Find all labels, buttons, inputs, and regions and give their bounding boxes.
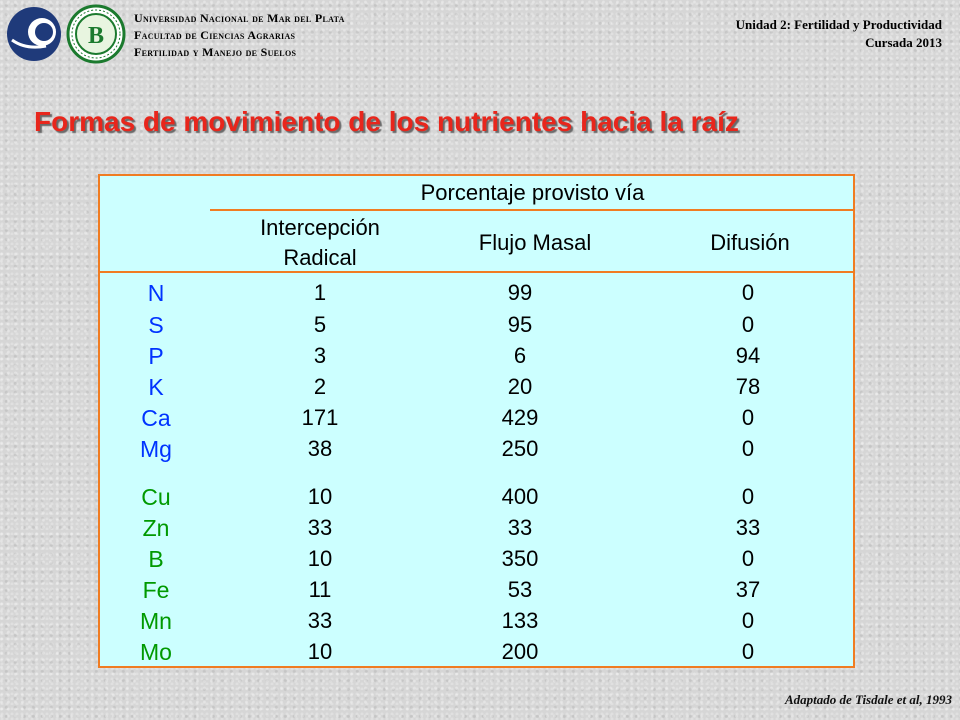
- row-element: N: [147, 280, 165, 306]
- row-value: 400: [501, 484, 539, 509]
- row-value: 33: [735, 515, 761, 540]
- institution-line-course: Fertilidad y Manejo de Suelos: [134, 45, 297, 59]
- institution-line-university: Universidad Nacional de Mar del Plata: [134, 11, 345, 25]
- row-value: 200: [501, 639, 539, 664]
- col-header-difusion: Difusión: [710, 230, 790, 255]
- header-divider: [210, 209, 855, 211]
- row-value: 94: [735, 343, 761, 368]
- row-value: 0: [741, 280, 755, 305]
- row-element: Zn: [142, 515, 170, 541]
- row-value: 10: [307, 484, 333, 509]
- row-value: 250: [501, 436, 539, 461]
- row-value: 10: [307, 639, 333, 664]
- unit-header: [736, 16, 942, 52]
- row-value: 429: [501, 405, 539, 430]
- row-value: 99: [507, 280, 533, 305]
- row-value: 0: [741, 546, 755, 571]
- row-value: 20: [507, 374, 533, 399]
- svg-text:B: B: [87, 23, 105, 49]
- slide-title: Formas de movimiento de los nutrientes hacia la raíz: [34, 106, 739, 137]
- nutrient-table: [98, 174, 855, 668]
- unit-line-title: Unidad 2: Fertilidad y Productividad: [735, 17, 942, 32]
- university-logo-icon: [6, 6, 62, 62]
- row-value: 33: [307, 515, 333, 540]
- row-value: 78: [735, 374, 761, 399]
- row-value: 37: [735, 577, 761, 602]
- row-element: Fe: [142, 577, 170, 603]
- institution-line-faculty: Facultad de Ciencias Agrarias: [134, 28, 296, 42]
- row-value: 0: [741, 312, 755, 337]
- row-element: Cu: [141, 484, 171, 510]
- unit-line-year: Cursada 2013: [865, 35, 942, 50]
- body-divider: [100, 271, 853, 273]
- row-value: 10: [307, 546, 333, 571]
- faculty-seal-icon: [66, 4, 126, 64]
- row-value: 0: [741, 608, 755, 633]
- row-element: Mg: [140, 436, 172, 462]
- row-value: 2: [313, 374, 327, 399]
- institution-header: [134, 10, 345, 61]
- row-element: S: [148, 312, 164, 338]
- row-value: 3: [313, 343, 327, 368]
- row-value: 171: [301, 405, 339, 430]
- row-element: K: [148, 374, 164, 400]
- row-value: 0: [741, 405, 755, 430]
- row-element: Mo: [140, 639, 172, 665]
- row-value: 350: [501, 546, 539, 571]
- row-value: 0: [741, 436, 755, 461]
- row-value: 33: [507, 515, 533, 540]
- row-element: P: [148, 343, 164, 369]
- row-value: 53: [507, 577, 533, 602]
- col-header-intercepcion: Intercepción Radical: [260, 215, 380, 270]
- row-value: 6: [513, 343, 527, 368]
- row-value: 1: [313, 280, 327, 305]
- row-value: 38: [307, 436, 333, 461]
- row-element: B: [148, 546, 164, 572]
- group-header: Porcentaje provisto vía: [420, 180, 645, 205]
- source-citation: Adaptado de Tisdale et al, 1993: [784, 692, 952, 707]
- col-header-flujo: Flujo Masal: [478, 230, 592, 255]
- row-value: 5: [313, 312, 327, 337]
- row-value: 133: [501, 608, 539, 633]
- row-value: 0: [741, 639, 755, 664]
- row-value: 95: [507, 312, 533, 337]
- row-value: 33: [307, 608, 333, 633]
- row-element: Ca: [141, 405, 171, 431]
- row-value: 0: [741, 484, 755, 509]
- row-value: 11: [308, 577, 332, 602]
- row-element: Mn: [140, 608, 172, 634]
